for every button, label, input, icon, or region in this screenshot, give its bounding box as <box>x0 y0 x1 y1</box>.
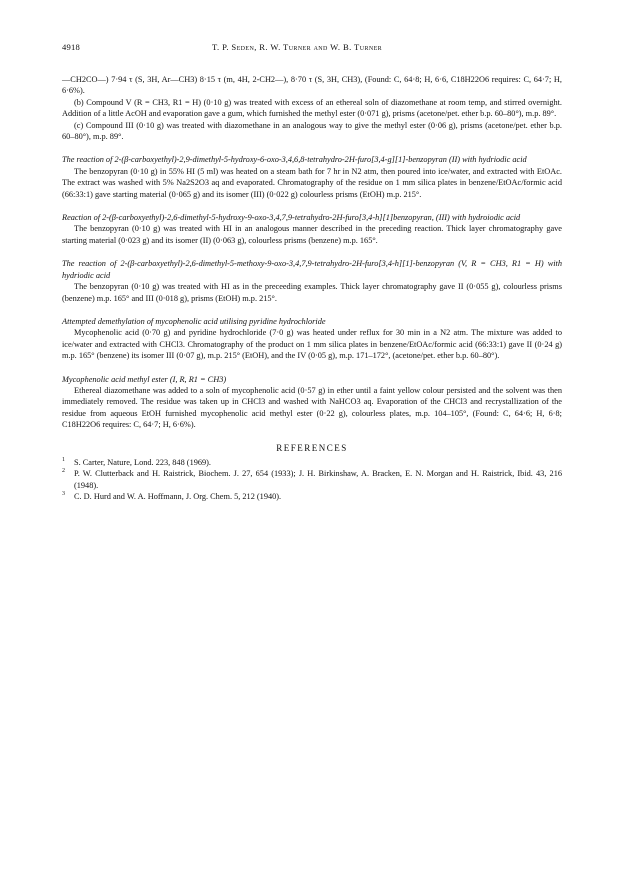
journal-page <box>62 42 562 503</box>
reference-text: C. D. Hurd and W. A. Hoffmann, J. Org. Chem. 5, 212 (1940). <box>74 492 282 502</box>
paragraph-demethylation: Mycophenolic acid (0·70 g) and pyridine hydrochloride (7·0 g) was heated under reflux for 30 min in a N2 atm. The mixture was added to ice/water and extracted with CHCl3. Chromatography of the product on 1 mm silica plates in benzene/EtOAc/formic acid (66:33:1) gave II (0·24 g) m.p. 165° (benzene) its isomer III (0·07 g), m.p. 215° (EtOH), and the IV (0·05 g), m.p. 171–172°, (acetone/pet. ether b.p. 60–80°). <box>62 328 562 361</box>
reference-item <box>62 491 562 502</box>
section-heading-demethylation: Attempted demethylation of mycophenolic acid utilising pyridine hydrochloride <box>62 316 326 326</box>
reference-text: P. W. Clutterback and H. Raistrick, Biochem. J. 27, 654 (1933); J. H. Birkinshaw, A. Bracken, E. N. Morgan and H. Raistrick, Ibid. 43, 216 (1948). <box>74 469 562 490</box>
paragraph-reaction-ii: The benzopyran (0·10 g) in 55% HI (5 ml) was heated on a steam bath for 7 hr in N2 atm, then poured into ice/water, and extracted with EtOAc. The extract was washed with 5% Na2S2O3 aq and evaporated. Chromatography of the residue on 1 mm silica plates in benzene/EtOAc/formic acid (66:33:1) gave starting material (0·065 g) and its isomer (III) (0·022 g) colourless prisms (EtOH) m.p. 215°. <box>62 166 562 199</box>
article-body <box>62 74 562 503</box>
section-heading-reaction-v: The reaction of 2-(β-carboxyethyl)-2,6-dimethyl-5-methoxy-9-oxo-3,4,7,9-tetrahydro-2H-furo[3,4-h][1]-benzopyran (V, R = CH3, R1 = H) with hydriodic acid <box>62 259 562 280</box>
paragraph-methyl-ester: Ethereal diazomethane was added to a soln of mycophenolic acid (0·57 g) in ether until a faint yellow colour persisted and the solvent was then immediately removed. The residue was taken up in CHCl3 and washed with NaHCO3 aq. Evaporation of the CHCl3 and recrystallization of the residue from aqueous EtOH furnished mycophenolic acid methyl ester (0·22 g), colourless plates, m.p. 104–105°, (Found: C, 64·6; H, 6·8; C18H22O6 requires: C, 64·7; H, 6·6%). <box>62 385 562 430</box>
page-number: 4918 <box>62 42 80 52</box>
reference-item <box>62 457 562 468</box>
reference-number: 2 <box>62 468 65 475</box>
section-heading-reaction-ii: The reaction of 2-(β-carboxyethyl)-2,9-dimethyl-5-hydroxy-6-oxo-3,4,6,8-tetrahydro-2H-furo[3,4-g][1]-benzopyran (II) with hydriodic acid <box>62 155 527 165</box>
paragraph-reaction-v: The benzopyran (0·10 g) was treated with HI as in the preceeding examples. Thick layer chromatography gave II (0·055 g), colourless prisms (benzene) m.p. 165° and III (0·018 g), prisms (EtOH) m.p. 215°. <box>62 282 562 303</box>
running-header-authors: T. P. Seden, R. W. Turner and W. B. Turner <box>212 42 383 52</box>
reference-list <box>62 457 562 503</box>
reference-text: S. Carter, Nature, Lond. 223, 848 (1969). <box>74 457 211 467</box>
paragraph-compound-v-methyl-ester: (b) Compound V (R = CH3, R1 = H) (0·10 g) was treated with excess of an ethereal soln of diazomethane at room temp, and stirred overnight. Addition of a little AcOH and evaporation gave a gum, which furnished the methyl ester (0·071 g), prisms (acetone/pet. ether b.p. 60–80°), m.p. 89°. <box>62 97 562 119</box>
reference-item <box>62 468 562 491</box>
nmr-data-continuation: —CH2CO—) 7·94 τ (S, 3H, Ar—CH3) 8·15 τ (m, 4H, 2-CH2—), 8·70 τ (S, 3H, CH3), (Found: C, 64·8; H, 6·6, C18H22O6 requires: C, 64·7; H, 6·6%). <box>62 75 562 96</box>
paragraph-compound-iii-methyl-ester: (c) Compound III (0·10 g) was treated with diazomethane in an analogous way to give the methyl ester (0·06 g), prisms (acetone/pet. ether b.p. 60–80°), m.p. 89°. <box>62 120 562 142</box>
reference-number: 1 <box>62 456 65 463</box>
section-heading-reaction-iii: Reaction of 2-(β-carboxyethyl)-2,6-dimethyl-5-hydroxy-9-oxo-3,4,7,9-tetrahydro-2H-furo[3,4-h][1]benzopyran, (III) with hydroiodic acid <box>62 213 521 223</box>
references-title: REFERENCES <box>276 442 348 453</box>
running-header <box>62 42 562 56</box>
section-heading-methyl-ester: Mycophenolic acid methyl ester (I, R, R1 = CH3) <box>62 374 227 384</box>
paragraph-reaction-iii: The benzopyran (0·10 g) was treated with HI in an analogous manner described in the preceding reaction. Thick layer chromatography gave starting material (0·023 g) and its isomer (II) (0·063 g), colourless prisms (benzene) m.p. 165°. <box>62 224 562 245</box>
reference-number: 3 <box>62 491 65 498</box>
